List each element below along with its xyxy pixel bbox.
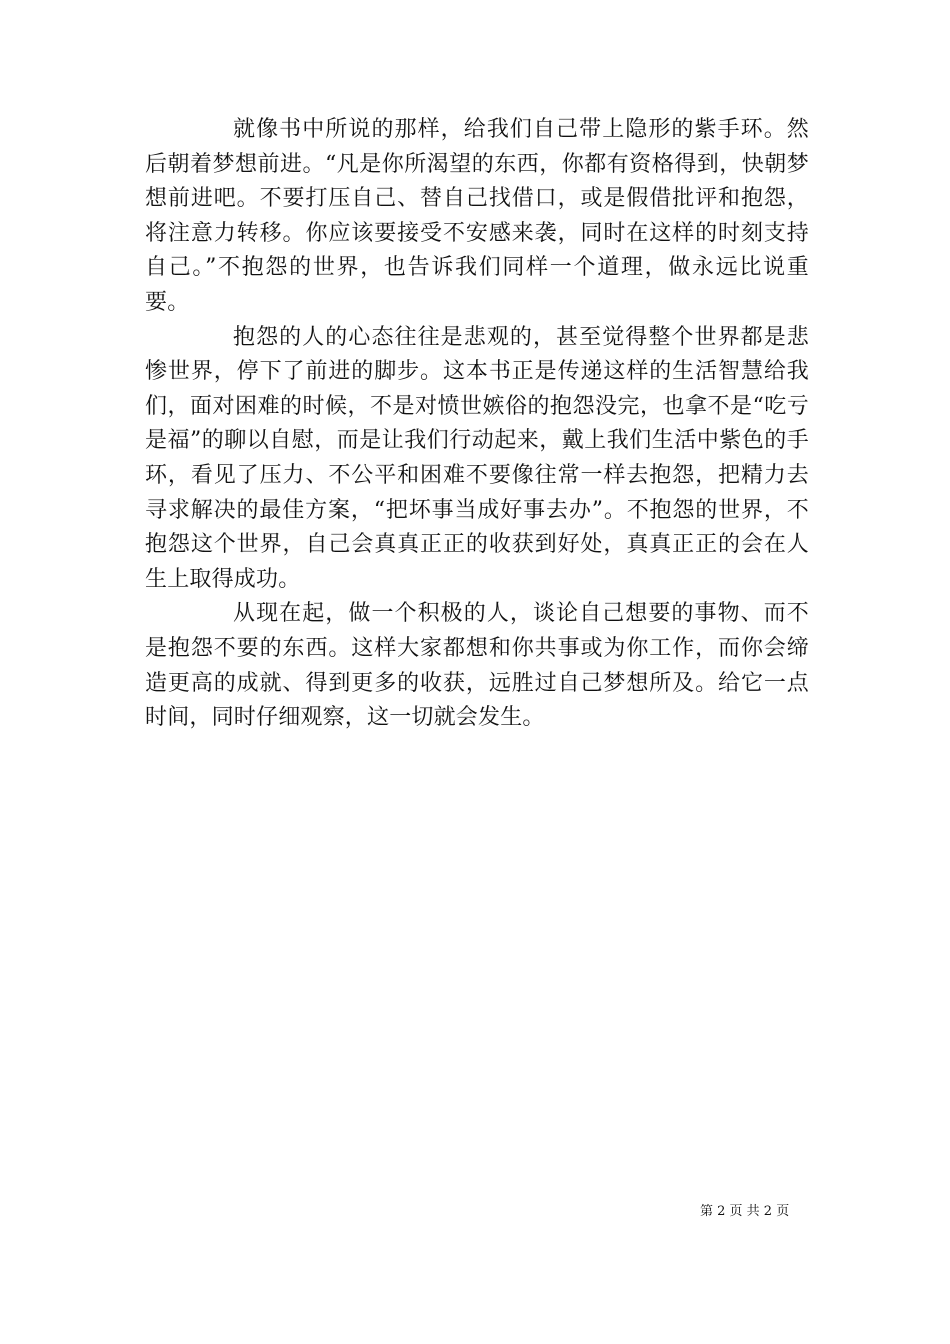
paragraph-1: 就像书中所说的那样，给我们自己带上隐形的紫手环。然后朝着梦想前进。“凡是你所渴望的东西，你都有资格得到，快朝梦想前进吧。不要打压自己、替自己找借口，或是假借批评和抱怨，将注意力转移。你应该要接受不安感来袭，同时在这样的时刻支持自己。”不抱怨的世界，也告诉我们同样一个道理，做永远比说重要。	[145, 117, 809, 315]
paragraph-2: 抱怨的人的心态往往是悲观的，甚至觉得整个世界都是悲惨世界，停下了前进的脚步。这本书正是传递这样的生活智慧给我们，面对困难的时候，不是对愤世嫉俗的抱怨没完，也拿不是“吃亏是福”的聊以自慰，而是让我们行动起来，戴上我们生活中紫色的手环，看见了压力、不公平和困难不要像往常一样去抱怨，把精力去寻求解决的最佳方案，“把坏事当成好事去办”。不抱怨的世界，不抱怨这个世界，自己会真真正正的收获到好处，真真正正的会在人生上取得成功。	[145, 324, 809, 592]
paragraph-3: 从现在起，做一个积极的人，谈论自己想要的事物、而不是抱怨不要的东西。这样大家都想和你共事或为你工作，而你会缔造更高的成就、得到更多的收获，远胜过自己梦想所及。给它一点时间，同时仔细观察，这一切就会发生。	[145, 601, 809, 731]
document-body	[145, 113, 809, 736]
page-number-footer: 第 2 页 共 2 页	[700, 1204, 790, 1219]
